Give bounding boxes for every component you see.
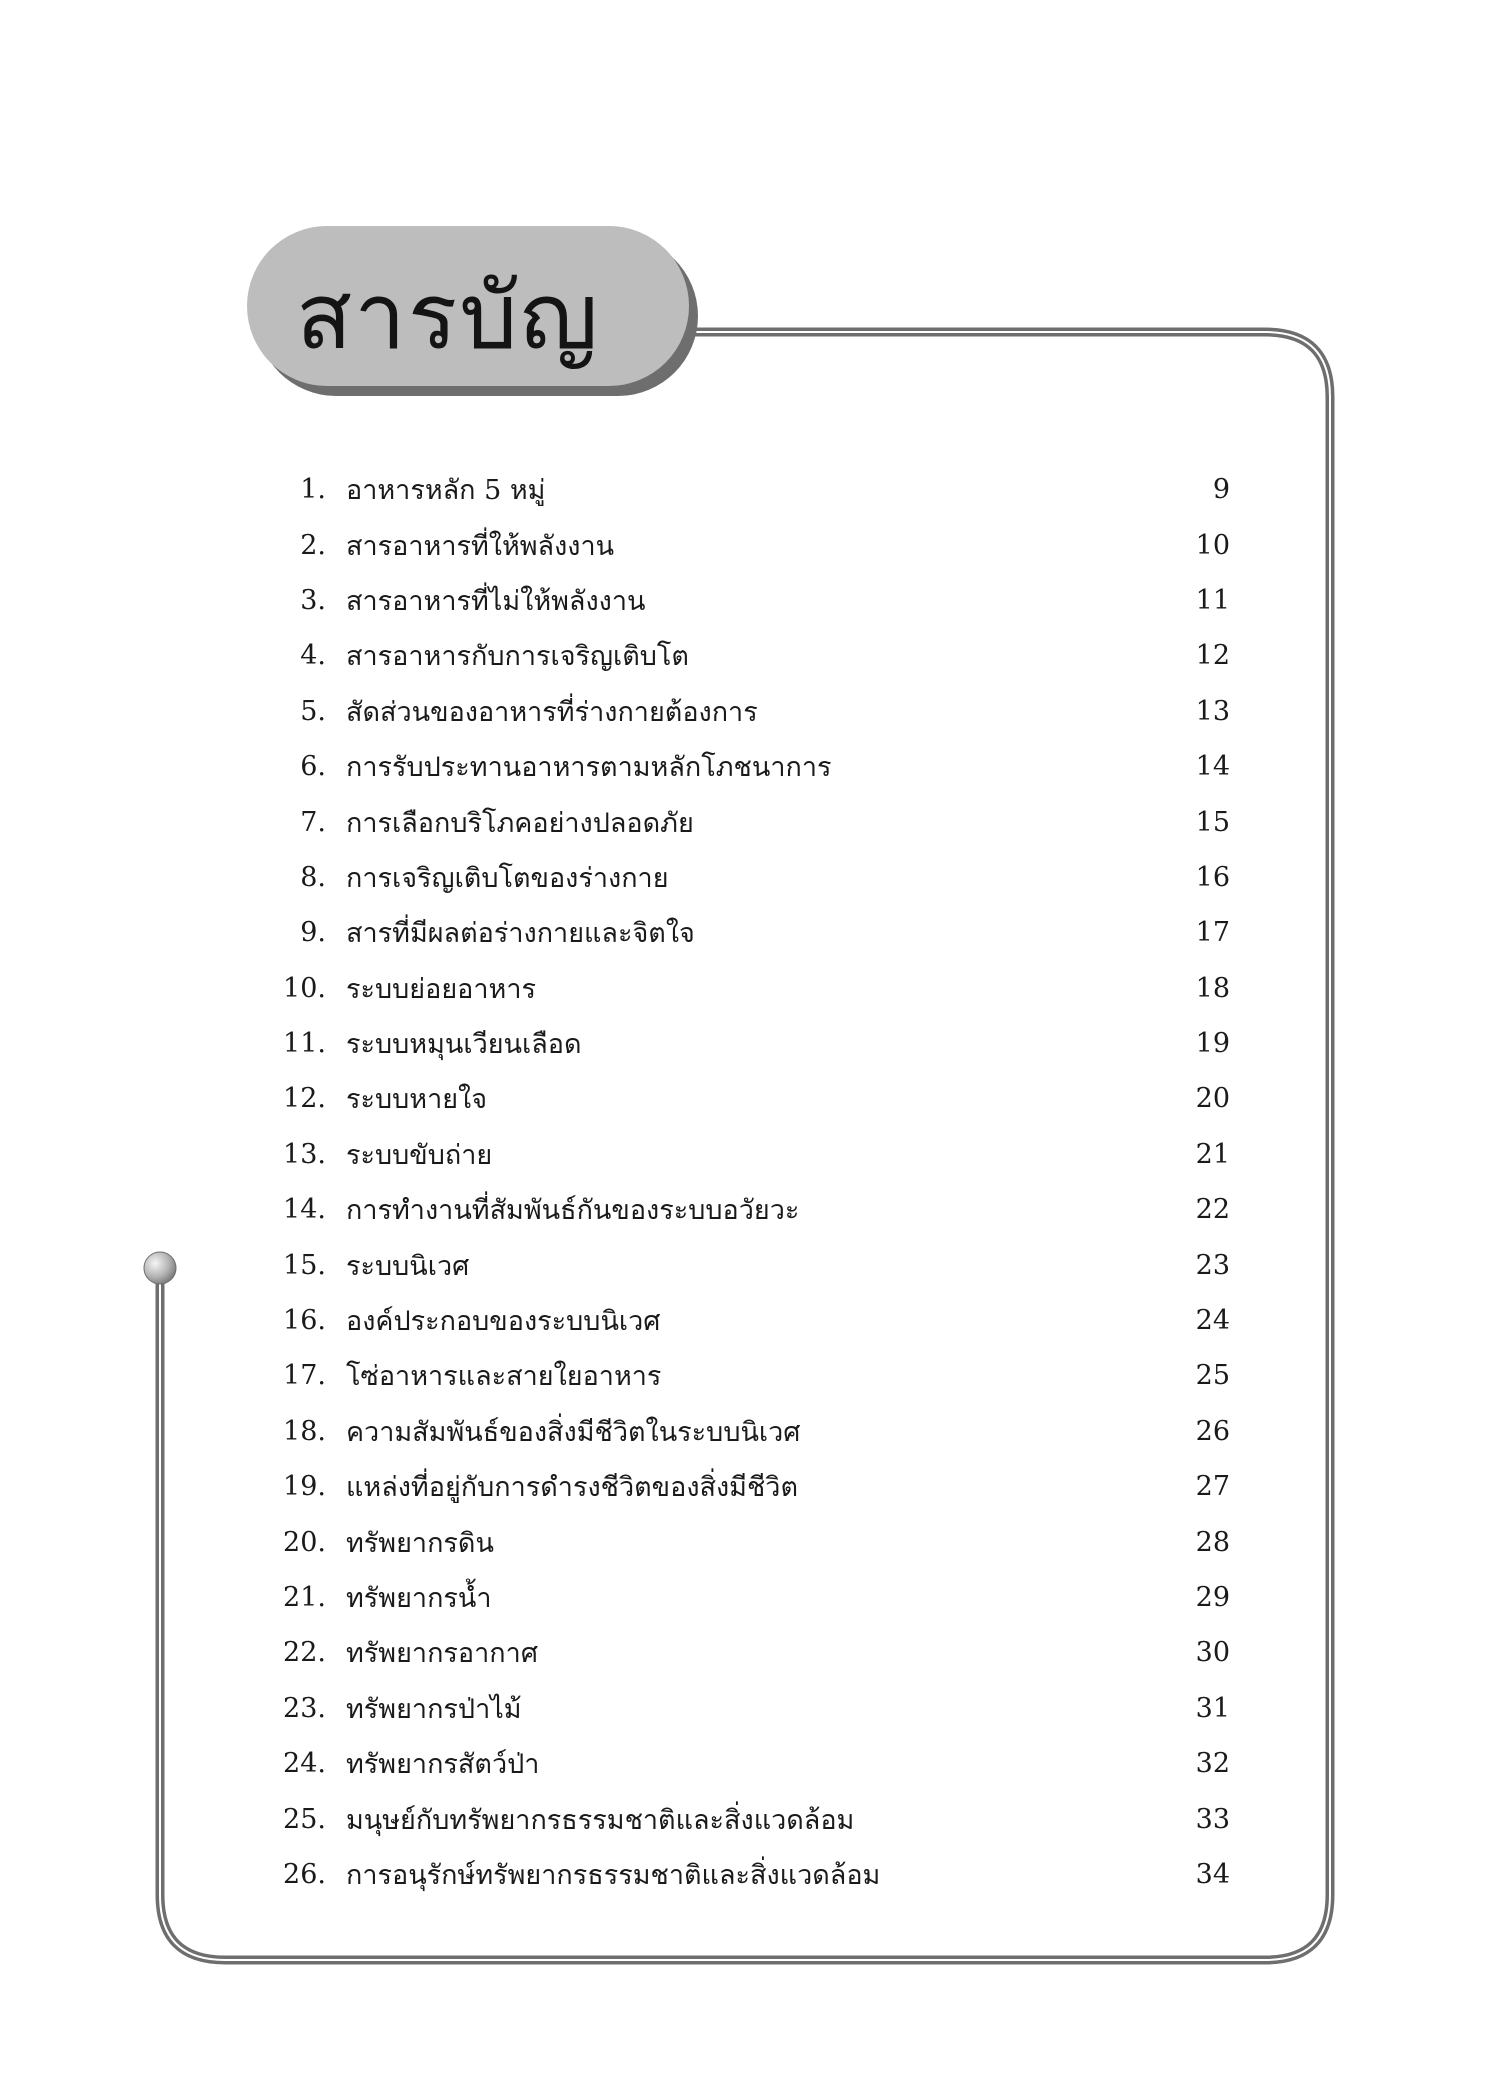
toc-entry-title: ระบบขับถ่าย bbox=[346, 1139, 493, 1171]
toc-entry bbox=[270, 1071, 1230, 1126]
toc-entry-page: 23 bbox=[1195, 1249, 1230, 1281]
toc-entry-page: 19 bbox=[1195, 1028, 1230, 1060]
toc-entry-number: 26. bbox=[283, 1858, 326, 1890]
toc-entry-title: การเจริญเติบโตของร่างกาย bbox=[346, 862, 669, 894]
toc-entry-page: 13 bbox=[1195, 695, 1230, 727]
toc-entry-number: 4. bbox=[300, 640, 326, 672]
toc-entry-page: 16 bbox=[1195, 861, 1230, 893]
toc-entry-title: ระบบหมุนเวียนเลือด bbox=[346, 1029, 582, 1061]
toc-entry-page: 22 bbox=[1195, 1194, 1230, 1226]
toc-entry-number: 16. bbox=[283, 1305, 326, 1337]
toc-entry-page: 27 bbox=[1195, 1471, 1230, 1503]
toc-entry bbox=[270, 1459, 1230, 1514]
toc-entry-page: 17 bbox=[1195, 917, 1230, 949]
toc-entry-title: ความสัมพันธ์ของสิ่งมีชีวิตในระบบนิเวศ bbox=[346, 1416, 801, 1448]
toc-entry-title: โซ่อาหารและสายใยอาหาร bbox=[346, 1361, 662, 1393]
toc-entry-page: 18 bbox=[1195, 972, 1230, 1004]
toc-entry bbox=[270, 1016, 1230, 1071]
toc-entry-number: 3. bbox=[300, 584, 326, 616]
toc-entry-title: แหล่งที่อยู่กับการดำรงชีวิตของสิ่งมีชีวิต bbox=[346, 1472, 798, 1504]
toc-entry-page: 32 bbox=[1195, 1748, 1230, 1780]
toc-entry-number: 17. bbox=[283, 1360, 326, 1392]
toc-entry-title: สารอาหารที่ให้พลังงาน bbox=[346, 530, 615, 562]
toc-entry bbox=[270, 850, 1230, 905]
toc-entry-title: ทรัพยากรสัตว์ป่า bbox=[346, 1749, 540, 1781]
toc-entry-title: องค์ประกอบของระบบนิเวศ bbox=[346, 1306, 661, 1338]
toc-entry-number: 10. bbox=[283, 972, 326, 1004]
toc-entry bbox=[270, 1237, 1230, 1292]
toc-entry-number: 1. bbox=[300, 474, 326, 506]
toc-entry bbox=[270, 1348, 1230, 1403]
toc-entry bbox=[270, 1847, 1230, 1902]
toc-entry bbox=[270, 462, 1230, 517]
toc-entry-page: 29 bbox=[1195, 1582, 1230, 1613]
toc-entry-number: 9. bbox=[300, 917, 326, 949]
table-of-contents bbox=[270, 462, 1230, 1902]
toc-entry-title: การเลือกบริโภคอย่างปลอดภัย bbox=[346, 807, 694, 839]
toc-entry bbox=[270, 1736, 1230, 1791]
toc-entry-page: 24 bbox=[1195, 1305, 1230, 1337]
toc-entry-title: ทรัพยากรป่าไม้ bbox=[346, 1693, 522, 1725]
toc-entry bbox=[270, 628, 1230, 683]
toc-entry-number: 20. bbox=[283, 1526, 326, 1558]
toc-entry bbox=[270, 739, 1230, 794]
toc-entry-title: สารที่มีผลต่อร่างกายและจิตใจ bbox=[346, 918, 695, 950]
toc-entry-number: 12. bbox=[283, 1083, 326, 1115]
toc-entry-number: 19. bbox=[283, 1471, 326, 1503]
toc-entry-title: การทำงานที่สัมพันธ์กันของระบบอวัยวะ bbox=[346, 1195, 800, 1227]
toc-entry-page: 30 bbox=[1195, 1637, 1230, 1669]
toc-entry bbox=[270, 1625, 1230, 1680]
toc-entry-title: อาหารหลัก 5 หมู่ bbox=[346, 475, 546, 507]
toc-entry bbox=[270, 1681, 1230, 1736]
toc-entry-number: 22. bbox=[283, 1637, 326, 1669]
toc-entry-number: 6. bbox=[300, 751, 326, 783]
toc-entry bbox=[270, 1514, 1230, 1569]
toc-entry bbox=[270, 1127, 1230, 1182]
toc-entry-title: สารอาหารที่ไม่ให้พลังงาน bbox=[346, 585, 646, 617]
toc-entry bbox=[270, 905, 1230, 960]
toc-entry-title: การอนุรักษ์ทรัพยากรธรรมชาติและสิ่งแวดล้อม bbox=[346, 1859, 881, 1891]
toc-entry-page: 26 bbox=[1195, 1415, 1230, 1447]
toc-entry-number: 18. bbox=[283, 1415, 326, 1447]
toc-entry-page: 34 bbox=[1195, 1858, 1230, 1890]
toc-entry-title: มนุษย์กับทรัพยากรธรรมชาติและสิ่งแวดล้อม bbox=[346, 1804, 855, 1836]
bullet-ball-icon bbox=[144, 1252, 176, 1284]
toc-entry-number: 14. bbox=[283, 1194, 326, 1226]
toc-entry-number: 25. bbox=[283, 1803, 326, 1835]
toc-entry bbox=[270, 1791, 1230, 1846]
toc-entry-page: 9 bbox=[1212, 474, 1230, 506]
toc-entry-number: 21. bbox=[283, 1582, 326, 1613]
toc-entry-number: 8. bbox=[300, 861, 326, 893]
toc-entry-page: 10 bbox=[1195, 529, 1230, 561]
toc-entry bbox=[270, 961, 1230, 1016]
toc-entry bbox=[270, 684, 1230, 739]
toc-entry-page: 11 bbox=[1195, 584, 1230, 616]
toc-entry-number: 5. bbox=[300, 695, 326, 727]
toc-entry-page: 12 bbox=[1195, 640, 1230, 672]
toc-entry-title: การรับประทานอาหารตามหลักโภชนาการ bbox=[346, 752, 832, 784]
toc-entry-page: 15 bbox=[1195, 806, 1230, 838]
toc-entry bbox=[270, 1293, 1230, 1348]
toc-entry-number: 11. bbox=[283, 1028, 326, 1060]
toc-entry-number: 7. bbox=[300, 806, 326, 838]
toc-entry-page: 33 bbox=[1195, 1803, 1230, 1835]
toc-entry bbox=[270, 1182, 1230, 1237]
toc-entry bbox=[270, 794, 1230, 849]
toc-entry-number: 13. bbox=[283, 1138, 326, 1170]
toc-entry-title: สารอาหารกับการเจริญเติบโต bbox=[346, 641, 689, 673]
toc-entry bbox=[270, 1570, 1230, 1625]
toc-entry-title: สัดส่วนของอาหารที่ร่างกายต้องการ bbox=[346, 696, 758, 728]
page-title: สารบัญ bbox=[296, 263, 601, 370]
toc-entry-title: ทรัพยากรอากาศ bbox=[346, 1638, 538, 1670]
toc-entry-number: 23. bbox=[283, 1692, 326, 1724]
toc-entry-title: ทรัพยากรน้ำ bbox=[346, 1583, 492, 1614]
toc-entry-page: 31 bbox=[1195, 1692, 1230, 1724]
toc-entry bbox=[270, 517, 1230, 572]
toc-entry-page: 28 bbox=[1195, 1526, 1230, 1558]
toc-entry bbox=[270, 1404, 1230, 1459]
toc-entry-page: 20 bbox=[1195, 1083, 1230, 1115]
toc-entry-title: ระบบย่อยอาหาร bbox=[346, 973, 536, 1005]
toc-entry-number: 2. bbox=[300, 529, 326, 561]
toc-entry-number: 15. bbox=[283, 1249, 326, 1281]
toc-entry-page: 14 bbox=[1195, 751, 1230, 783]
toc-entry-title: ระบบหายใจ bbox=[346, 1084, 488, 1116]
toc-entry-page: 21 bbox=[1195, 1138, 1230, 1170]
toc-entry bbox=[270, 573, 1230, 628]
toc-entry-title: ระบบนิเวศ bbox=[346, 1250, 470, 1282]
toc-entry-title: ทรัพยากรดิน bbox=[346, 1527, 494, 1559]
toc-entry-page: 25 bbox=[1195, 1360, 1230, 1392]
toc-entry-number: 24. bbox=[283, 1748, 326, 1780]
